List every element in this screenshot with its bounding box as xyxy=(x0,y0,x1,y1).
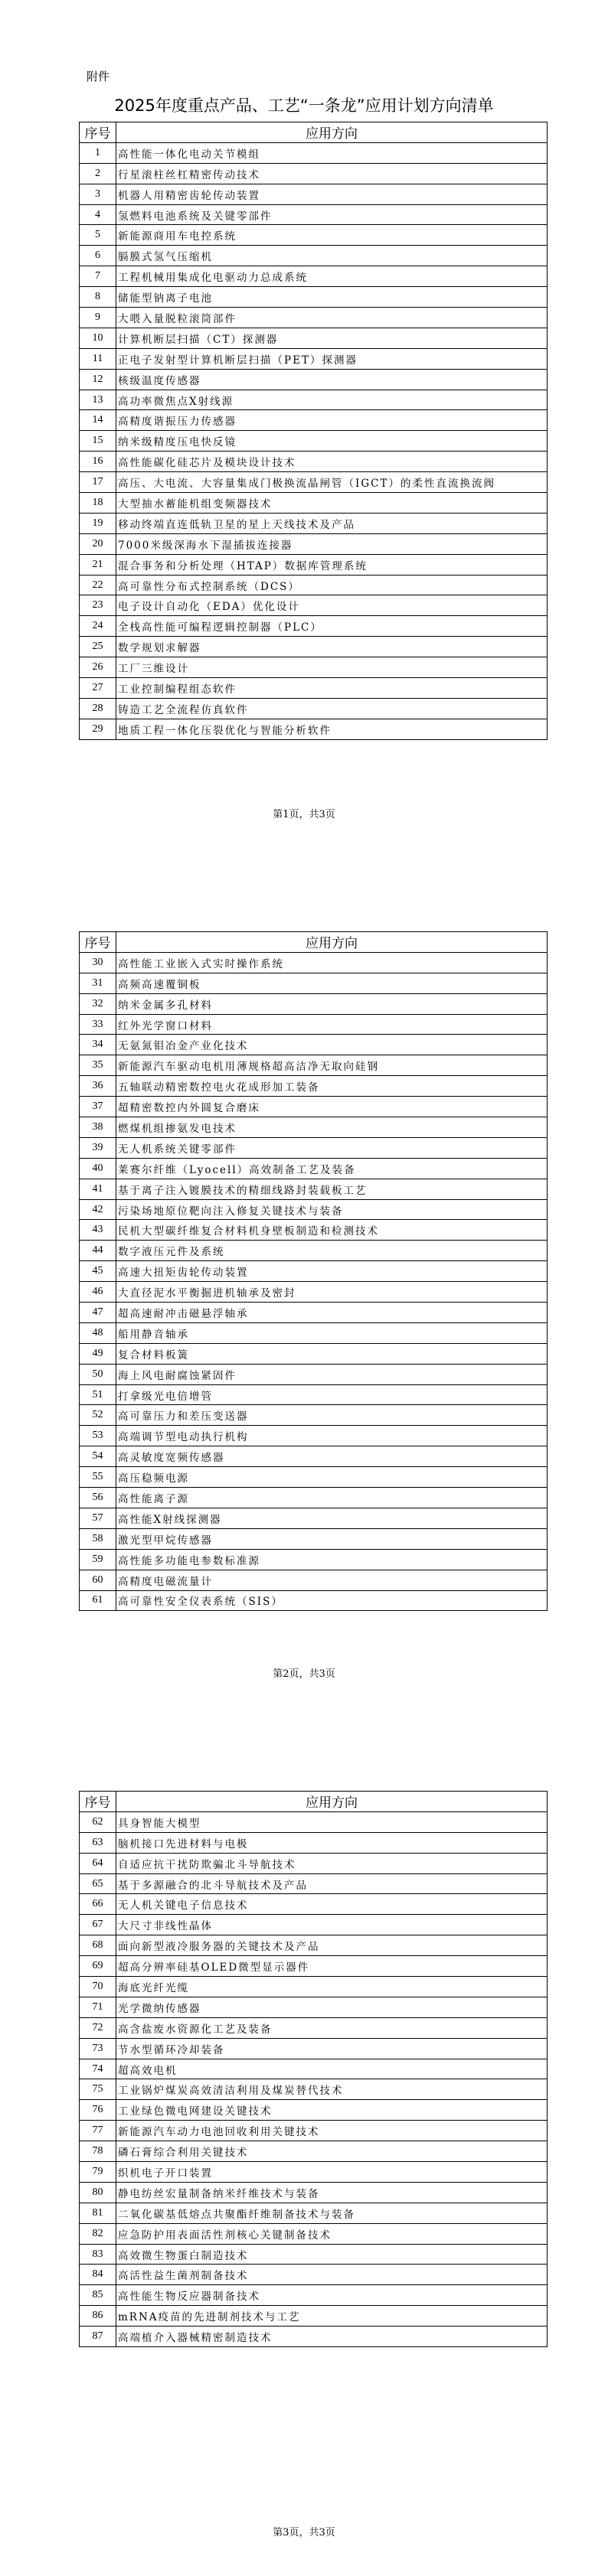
table-row xyxy=(80,2244,548,2265)
row-application-direction: 高精度电磁流量计 xyxy=(116,1570,548,1590)
table-row xyxy=(80,2079,548,2100)
row-sequence-number: 39 xyxy=(80,1137,116,1158)
row-sequence-number: 12 xyxy=(80,369,116,390)
table-header-row xyxy=(80,1792,548,1812)
table-row xyxy=(80,533,548,554)
row-application-direction: 铸造工艺全流程仿真软件 xyxy=(116,698,548,719)
table-row xyxy=(80,2038,548,2059)
row-application-direction: 高频高速覆铜板 xyxy=(116,973,548,993)
row-application-direction: 应急防护用表面活性剂核心关键制备技术 xyxy=(116,2223,548,2244)
row-application-direction: 高性能生物反应器制备技术 xyxy=(116,2285,548,2306)
row-sequence-number: 72 xyxy=(80,2017,116,2038)
row-application-direction: 大型抽水蓄能机组变频器技术 xyxy=(116,493,548,514)
row-sequence-number: 29 xyxy=(80,719,116,739)
row-application-direction: 工业锅炉煤炭高效清洁利用及煤炭替代技术 xyxy=(116,2079,548,2100)
row-application-direction: 氢燃料电池系统及关键零部件 xyxy=(116,204,548,225)
table-row xyxy=(80,1570,548,1590)
row-application-direction: 无人机关键电子信息技术 xyxy=(116,1894,548,1915)
row-application-direction: 核级温度传感器 xyxy=(116,369,548,390)
table-row xyxy=(80,1282,548,1303)
row-application-direction: 莱赛尔纤维（Lyocell）高效制备工艺及装备 xyxy=(116,1158,548,1179)
page-footer-1: 第1页，共3页 xyxy=(273,809,335,820)
row-sequence-number: 43 xyxy=(80,1220,116,1241)
row-application-direction: 大直径泥水平衡掘进机轴承及密封 xyxy=(116,1282,548,1303)
row-application-direction: 新能源汽车动力电池回收利用关键技术 xyxy=(116,2121,548,2141)
table-row xyxy=(80,1446,548,1467)
row-application-direction: 高压、大电流、大容量集成门极换流晶闸管（IGCT）的柔性直流换流阀 xyxy=(116,472,548,493)
row-sequence-number: 34 xyxy=(80,1035,116,1055)
row-sequence-number: 73 xyxy=(80,2038,116,2059)
row-sequence-number: 2 xyxy=(80,163,116,184)
table-row xyxy=(80,2285,548,2306)
row-application-direction: 无氨氮钼冶金产业化技术 xyxy=(116,1035,548,1055)
row-application-direction: 数字液压元件及系统 xyxy=(116,1241,548,1261)
row-application-direction: 打拿级光电倍增管 xyxy=(116,1384,548,1405)
row-sequence-number: 11 xyxy=(80,348,116,369)
row-application-direction: 数学规划求解器 xyxy=(116,637,548,657)
header-sequence-number: 序号 xyxy=(80,932,116,953)
row-sequence-number: 13 xyxy=(80,390,116,410)
row-sequence-number: 40 xyxy=(80,1158,116,1179)
row-sequence-number: 25 xyxy=(80,637,116,657)
row-application-direction: 基于多源融合的北斗导航技术及产品 xyxy=(116,1873,548,1894)
table-row xyxy=(80,1035,548,1055)
row-application-direction: 高性能碳化硅芯片及模块设计技术 xyxy=(116,452,548,472)
table-row xyxy=(80,2121,548,2141)
row-application-direction: 高性能X射线探测器 xyxy=(116,1508,548,1528)
table-row xyxy=(80,2265,548,2285)
row-application-direction: 光学微纳传感器 xyxy=(116,1997,548,2017)
row-sequence-number: 19 xyxy=(80,513,116,533)
header-application-direction: 应用方向 xyxy=(116,932,548,953)
table-row xyxy=(80,410,548,431)
row-sequence-number: 18 xyxy=(80,493,116,514)
row-application-direction: 大喂入量脱粒滚筒部件 xyxy=(116,308,548,328)
row-application-direction: 磷石膏综合利用关键技术 xyxy=(116,2141,548,2162)
table-row xyxy=(80,1894,548,1915)
header-application-direction: 应用方向 xyxy=(116,1792,548,1812)
table-row xyxy=(80,1935,548,1956)
row-sequence-number: 15 xyxy=(80,431,116,452)
header-application-direction: 应用方向 xyxy=(116,122,548,143)
table-row xyxy=(80,1811,548,1832)
table-row xyxy=(80,1549,548,1570)
row-application-direction: 自适应抗干扰防欺骗北斗导航技术 xyxy=(116,1853,548,1873)
table-row xyxy=(80,2223,548,2244)
attachment-label: 附件 xyxy=(87,70,110,83)
row-application-direction: 脑机接口先进材料与电极 xyxy=(116,1832,548,1853)
table-row xyxy=(80,1343,548,1364)
table-row xyxy=(80,1384,548,1405)
row-sequence-number: 46 xyxy=(80,1282,116,1303)
table-row xyxy=(80,698,548,719)
row-application-direction: 高灵敏度宽频传感器 xyxy=(116,1446,548,1467)
table-row xyxy=(80,225,548,246)
row-application-direction: 超高效电机 xyxy=(116,2059,548,2079)
row-sequence-number: 48 xyxy=(80,1322,116,1343)
row-sequence-number: 20 xyxy=(80,533,116,554)
row-application-direction: 二氧化碳基低熔点共聚酯纤维制备技术与装备 xyxy=(116,2203,548,2223)
table-row xyxy=(80,973,548,993)
table-row xyxy=(80,2327,548,2347)
row-sequence-number: 71 xyxy=(80,1997,116,2017)
row-sequence-number: 23 xyxy=(80,595,116,616)
row-sequence-number: 82 xyxy=(80,2223,116,2244)
row-application-direction: 纳米金属多孔材料 xyxy=(116,993,548,1014)
table-row xyxy=(80,1977,548,1997)
header-sequence-number: 序号 xyxy=(80,1792,116,1812)
row-application-direction: 高性能离子源 xyxy=(116,1488,548,1508)
row-application-direction: 高速大扭矩齿轮传动装置 xyxy=(116,1261,548,1282)
row-application-direction: 高端调节型电动执行机构 xyxy=(116,1426,548,1446)
row-application-direction: 红外光学窗口材料 xyxy=(116,1014,548,1035)
table-row xyxy=(80,1405,548,1426)
row-sequence-number: 55 xyxy=(80,1467,116,1488)
table-row xyxy=(80,2203,548,2223)
row-application-direction: 高功率微焦点X射线源 xyxy=(116,390,548,410)
row-application-direction: 具身智能大模型 xyxy=(116,1811,548,1832)
row-sequence-number: 60 xyxy=(80,1570,116,1590)
row-sequence-number: 21 xyxy=(80,554,116,575)
table-row xyxy=(80,2017,548,2038)
row-sequence-number: 59 xyxy=(80,1549,116,1570)
table-row xyxy=(80,1322,548,1343)
table-row xyxy=(80,493,548,514)
row-sequence-number: 54 xyxy=(80,1446,116,1467)
direction-table-page-3 xyxy=(79,1791,548,2347)
row-sequence-number: 33 xyxy=(80,1014,116,1035)
row-sequence-number: 30 xyxy=(80,952,116,973)
row-application-direction: 高可靠压力和差压变送器 xyxy=(116,1405,548,1426)
table-row xyxy=(80,637,548,657)
table-row xyxy=(80,1055,548,1076)
table-row xyxy=(80,1261,548,1282)
row-sequence-number: 52 xyxy=(80,1405,116,1426)
table-row xyxy=(80,266,548,287)
row-sequence-number: 84 xyxy=(80,2265,116,2285)
row-sequence-number: 14 xyxy=(80,410,116,431)
row-application-direction: 节水型循环冷却装备 xyxy=(116,2038,548,2059)
table-row xyxy=(80,348,548,369)
table-row xyxy=(80,1488,548,1508)
row-sequence-number: 81 xyxy=(80,2203,116,2223)
table-row xyxy=(80,1956,548,1977)
table-row xyxy=(80,1014,548,1035)
row-sequence-number: 74 xyxy=(80,2059,116,2079)
row-application-direction: 工业控制编程组态软件 xyxy=(116,678,548,699)
row-application-direction: 高效微生物蛋白制造技术 xyxy=(116,2244,548,2265)
row-sequence-number: 42 xyxy=(80,1199,116,1220)
row-application-direction: 超高分辨率硅基OLED微型显示器件 xyxy=(116,1956,548,1977)
table-header-row xyxy=(80,932,548,953)
table-row xyxy=(80,163,548,184)
row-application-direction: 激光型甲烷传感器 xyxy=(116,1528,548,1549)
table-row xyxy=(80,1364,548,1384)
row-sequence-number: 68 xyxy=(80,1935,116,1956)
row-sequence-number: 17 xyxy=(80,472,116,493)
row-sequence-number: 3 xyxy=(80,184,116,204)
table-row xyxy=(80,2182,548,2203)
page-footer-3: 第3页，共3页 xyxy=(273,2527,335,2539)
row-application-direction: 工业绿色微电网建设关键技术 xyxy=(116,2100,548,2121)
row-sequence-number: 85 xyxy=(80,2285,116,2306)
row-application-direction: 五轴联动精密数控电火花成形加工装备 xyxy=(116,1076,548,1097)
row-sequence-number: 56 xyxy=(80,1488,116,1508)
row-sequence-number: 69 xyxy=(80,1956,116,1977)
row-application-direction: 超高速耐冲击磁悬浮轴承 xyxy=(116,1303,548,1323)
row-sequence-number: 26 xyxy=(80,657,116,678)
row-sequence-number: 78 xyxy=(80,2141,116,2162)
row-sequence-number: 38 xyxy=(80,1117,116,1138)
table-row xyxy=(80,369,548,390)
row-sequence-number: 41 xyxy=(80,1179,116,1199)
row-application-direction: 计算机断层扫描（CT）探测器 xyxy=(116,328,548,348)
table-row xyxy=(80,204,548,225)
row-application-direction: 高含盐废水资源化工艺及装备 xyxy=(116,2017,548,2038)
table-row xyxy=(80,1426,548,1446)
document-title: 2025年度重点产品、工艺“一条龙”应用计划方向清单 xyxy=(114,96,494,115)
table-row xyxy=(80,1117,548,1138)
table-row xyxy=(80,1873,548,1894)
table-row xyxy=(80,616,548,637)
row-sequence-number: 47 xyxy=(80,1303,116,1323)
table-row xyxy=(80,1853,548,1873)
row-sequence-number: 50 xyxy=(80,1364,116,1384)
row-sequence-number: 62 xyxy=(80,1811,116,1832)
table-row xyxy=(80,472,548,493)
row-sequence-number: 66 xyxy=(80,1894,116,1915)
row-sequence-number: 16 xyxy=(80,452,116,472)
row-application-direction: 机器人用精密齿轮传动装置 xyxy=(116,184,548,204)
row-application-direction: 基于离子注入镀膜技术的精细线路封装载板工艺 xyxy=(116,1179,548,1199)
row-application-direction: 地质工程一体化压裂优化与智能分析软件 xyxy=(116,719,548,739)
row-sequence-number: 87 xyxy=(80,2327,116,2347)
row-sequence-number: 79 xyxy=(80,2162,116,2183)
table-row xyxy=(80,554,548,575)
row-application-direction: 工厂三维设计 xyxy=(116,657,548,678)
row-application-direction: 高性能工业嵌入式实时操作系统 xyxy=(116,952,548,973)
table-row xyxy=(80,993,548,1014)
table-row xyxy=(80,2100,548,2121)
row-sequence-number: 58 xyxy=(80,1528,116,1549)
table-row xyxy=(80,1137,548,1158)
row-application-direction: 行星滚柱丝杠精密传动技术 xyxy=(116,163,548,184)
row-application-direction: 复合材料板簧 xyxy=(116,1343,548,1364)
table-row xyxy=(80,2141,548,2162)
row-sequence-number: 4 xyxy=(80,204,116,225)
row-application-direction: 移动终端直连低轨卫星的星上天线技术及产品 xyxy=(116,513,548,533)
table-row xyxy=(80,142,548,163)
row-sequence-number: 32 xyxy=(80,993,116,1014)
table-row xyxy=(80,678,548,699)
direction-table-page-1 xyxy=(79,122,548,740)
row-application-direction: 高压稳频电源 xyxy=(116,1467,548,1488)
table-row xyxy=(80,1076,548,1097)
direction-table-page-2 xyxy=(79,931,548,1611)
table-row xyxy=(80,287,548,308)
row-application-direction: 超精密数控内外圆复合磨床 xyxy=(116,1097,548,1117)
row-application-direction: 高端植介入器械精密制造技术 xyxy=(116,2327,548,2347)
row-sequence-number: 65 xyxy=(80,1873,116,1894)
table-row xyxy=(80,1832,548,1853)
row-application-direction: 新能源商用车电控系统 xyxy=(116,225,548,246)
table-row xyxy=(80,1220,548,1241)
row-sequence-number: 83 xyxy=(80,2244,116,2265)
row-sequence-number: 10 xyxy=(80,328,116,348)
table-row xyxy=(80,390,548,410)
table-row xyxy=(80,1179,548,1199)
row-sequence-number: 37 xyxy=(80,1097,116,1117)
row-application-direction: 工程机械用集成化电驱动力总成系统 xyxy=(116,266,548,287)
row-application-direction: 燃煤机组掺氨发电技术 xyxy=(116,1117,548,1138)
row-sequence-number: 22 xyxy=(80,575,116,595)
row-sequence-number: 57 xyxy=(80,1508,116,1528)
row-sequence-number: 8 xyxy=(80,287,116,308)
table-row xyxy=(80,308,548,328)
row-sequence-number: 6 xyxy=(80,246,116,266)
row-sequence-number: 64 xyxy=(80,1853,116,1873)
table-row xyxy=(80,595,548,616)
table-row xyxy=(80,513,548,533)
row-sequence-number: 49 xyxy=(80,1343,116,1364)
row-sequence-number: 1 xyxy=(80,142,116,163)
row-sequence-number: 77 xyxy=(80,2121,116,2141)
row-sequence-number: 27 xyxy=(80,678,116,699)
table-row xyxy=(80,328,548,348)
row-application-direction: mRNA疫苗的先进制剂技术与工艺 xyxy=(116,2306,548,2327)
table-row xyxy=(80,431,548,452)
row-application-direction: 织机电子开口装置 xyxy=(116,2162,548,2183)
table-row xyxy=(80,2306,548,2327)
row-sequence-number: 35 xyxy=(80,1055,116,1076)
row-sequence-number: 9 xyxy=(80,308,116,328)
table-row xyxy=(80,1590,548,1611)
row-sequence-number: 44 xyxy=(80,1241,116,1261)
row-application-direction: 7000米级深海水下湿插拔连接器 xyxy=(116,533,548,554)
row-application-direction: 无人机系统关键零部件 xyxy=(116,1137,548,1158)
table-row xyxy=(80,2162,548,2183)
row-sequence-number: 75 xyxy=(80,2079,116,2100)
row-sequence-number: 76 xyxy=(80,2100,116,2121)
table-row xyxy=(80,1158,548,1179)
row-application-direction: 大尺寸非线性晶体 xyxy=(116,1915,548,1935)
row-sequence-number: 70 xyxy=(80,1977,116,1997)
table-row xyxy=(80,1467,548,1488)
page-footer-2: 第2页，共3页 xyxy=(273,1668,335,1680)
row-application-direction: 储能型钠离子电池 xyxy=(116,287,548,308)
row-application-direction: 高性能一体化电动关节模组 xyxy=(116,142,548,163)
table-row xyxy=(80,1241,548,1261)
row-application-direction: 面向新型液冷服务器的关键技术及产品 xyxy=(116,1935,548,1956)
row-sequence-number: 67 xyxy=(80,1915,116,1935)
table-row xyxy=(80,1528,548,1549)
row-application-direction: 船用静音轴承 xyxy=(116,1322,548,1343)
row-sequence-number: 53 xyxy=(80,1426,116,1446)
row-application-direction: 海底光纤光缆 xyxy=(116,1977,548,1997)
row-sequence-number: 31 xyxy=(80,973,116,993)
row-sequence-number: 86 xyxy=(80,2306,116,2327)
row-application-direction: 混合事务和分析处理（HTAP）数据库管理系统 xyxy=(116,554,548,575)
table-header-row xyxy=(80,122,548,143)
row-sequence-number: 45 xyxy=(80,1261,116,1282)
table-row xyxy=(80,2059,548,2079)
row-application-direction: 海上风电耐腐蚀紧固件 xyxy=(116,1364,548,1384)
row-sequence-number: 61 xyxy=(80,1590,116,1611)
row-application-direction: 膈膜式氢气压缩机 xyxy=(116,246,548,266)
table-row xyxy=(80,719,548,739)
table-row xyxy=(80,246,548,266)
table-row xyxy=(80,575,548,595)
table-row xyxy=(80,1303,548,1323)
row-application-direction: 静电纺丝宏量制备纳米纤维技术与装备 xyxy=(116,2182,548,2203)
row-sequence-number: 51 xyxy=(80,1384,116,1405)
table-row xyxy=(80,657,548,678)
table-row xyxy=(80,452,548,472)
row-application-direction: 纳米级精度压电快反镜 xyxy=(116,431,548,452)
row-application-direction: 民机大型碳纤维复合材料机身壁板制造和检测技术 xyxy=(116,1220,548,1241)
row-application-direction: 电子设计自动化（EDA）优化设计 xyxy=(116,595,548,616)
row-sequence-number: 24 xyxy=(80,616,116,637)
row-application-direction: 高精度谐振压力传感器 xyxy=(116,410,548,431)
row-sequence-number: 80 xyxy=(80,2182,116,2203)
table-row xyxy=(80,952,548,973)
row-sequence-number: 5 xyxy=(80,225,116,246)
table-row xyxy=(80,1199,548,1220)
table-row xyxy=(80,1915,548,1935)
row-sequence-number: 28 xyxy=(80,698,116,719)
row-application-direction: 新能源汽车驱动电机用薄规格超高洁净无取向硅钢 xyxy=(116,1055,548,1076)
row-application-direction: 正电子发射型计算机断层扫描（PET）探测器 xyxy=(116,348,548,369)
table-row xyxy=(80,1997,548,2017)
table-row xyxy=(80,1097,548,1117)
row-application-direction: 高可靠性分布式控制系统（DCS） xyxy=(116,575,548,595)
row-sequence-number: 36 xyxy=(80,1076,116,1097)
table-row xyxy=(80,184,548,204)
row-application-direction: 污染场地原位靶向注入修复关键技术与装备 xyxy=(116,1199,548,1220)
row-application-direction: 全栈高性能可编程逻辑控制器（PLC） xyxy=(116,616,548,637)
row-application-direction: 高活性益生菌剂制备技术 xyxy=(116,2265,548,2285)
row-sequence-number: 7 xyxy=(80,266,116,287)
row-application-direction: 高性能多功能电参数标准源 xyxy=(116,1549,548,1570)
row-sequence-number: 63 xyxy=(80,1832,116,1853)
row-application-direction: 高可靠性安全仪表系统（SIS） xyxy=(116,1590,548,1611)
header-sequence-number: 序号 xyxy=(80,122,116,143)
table-row xyxy=(80,1508,548,1528)
